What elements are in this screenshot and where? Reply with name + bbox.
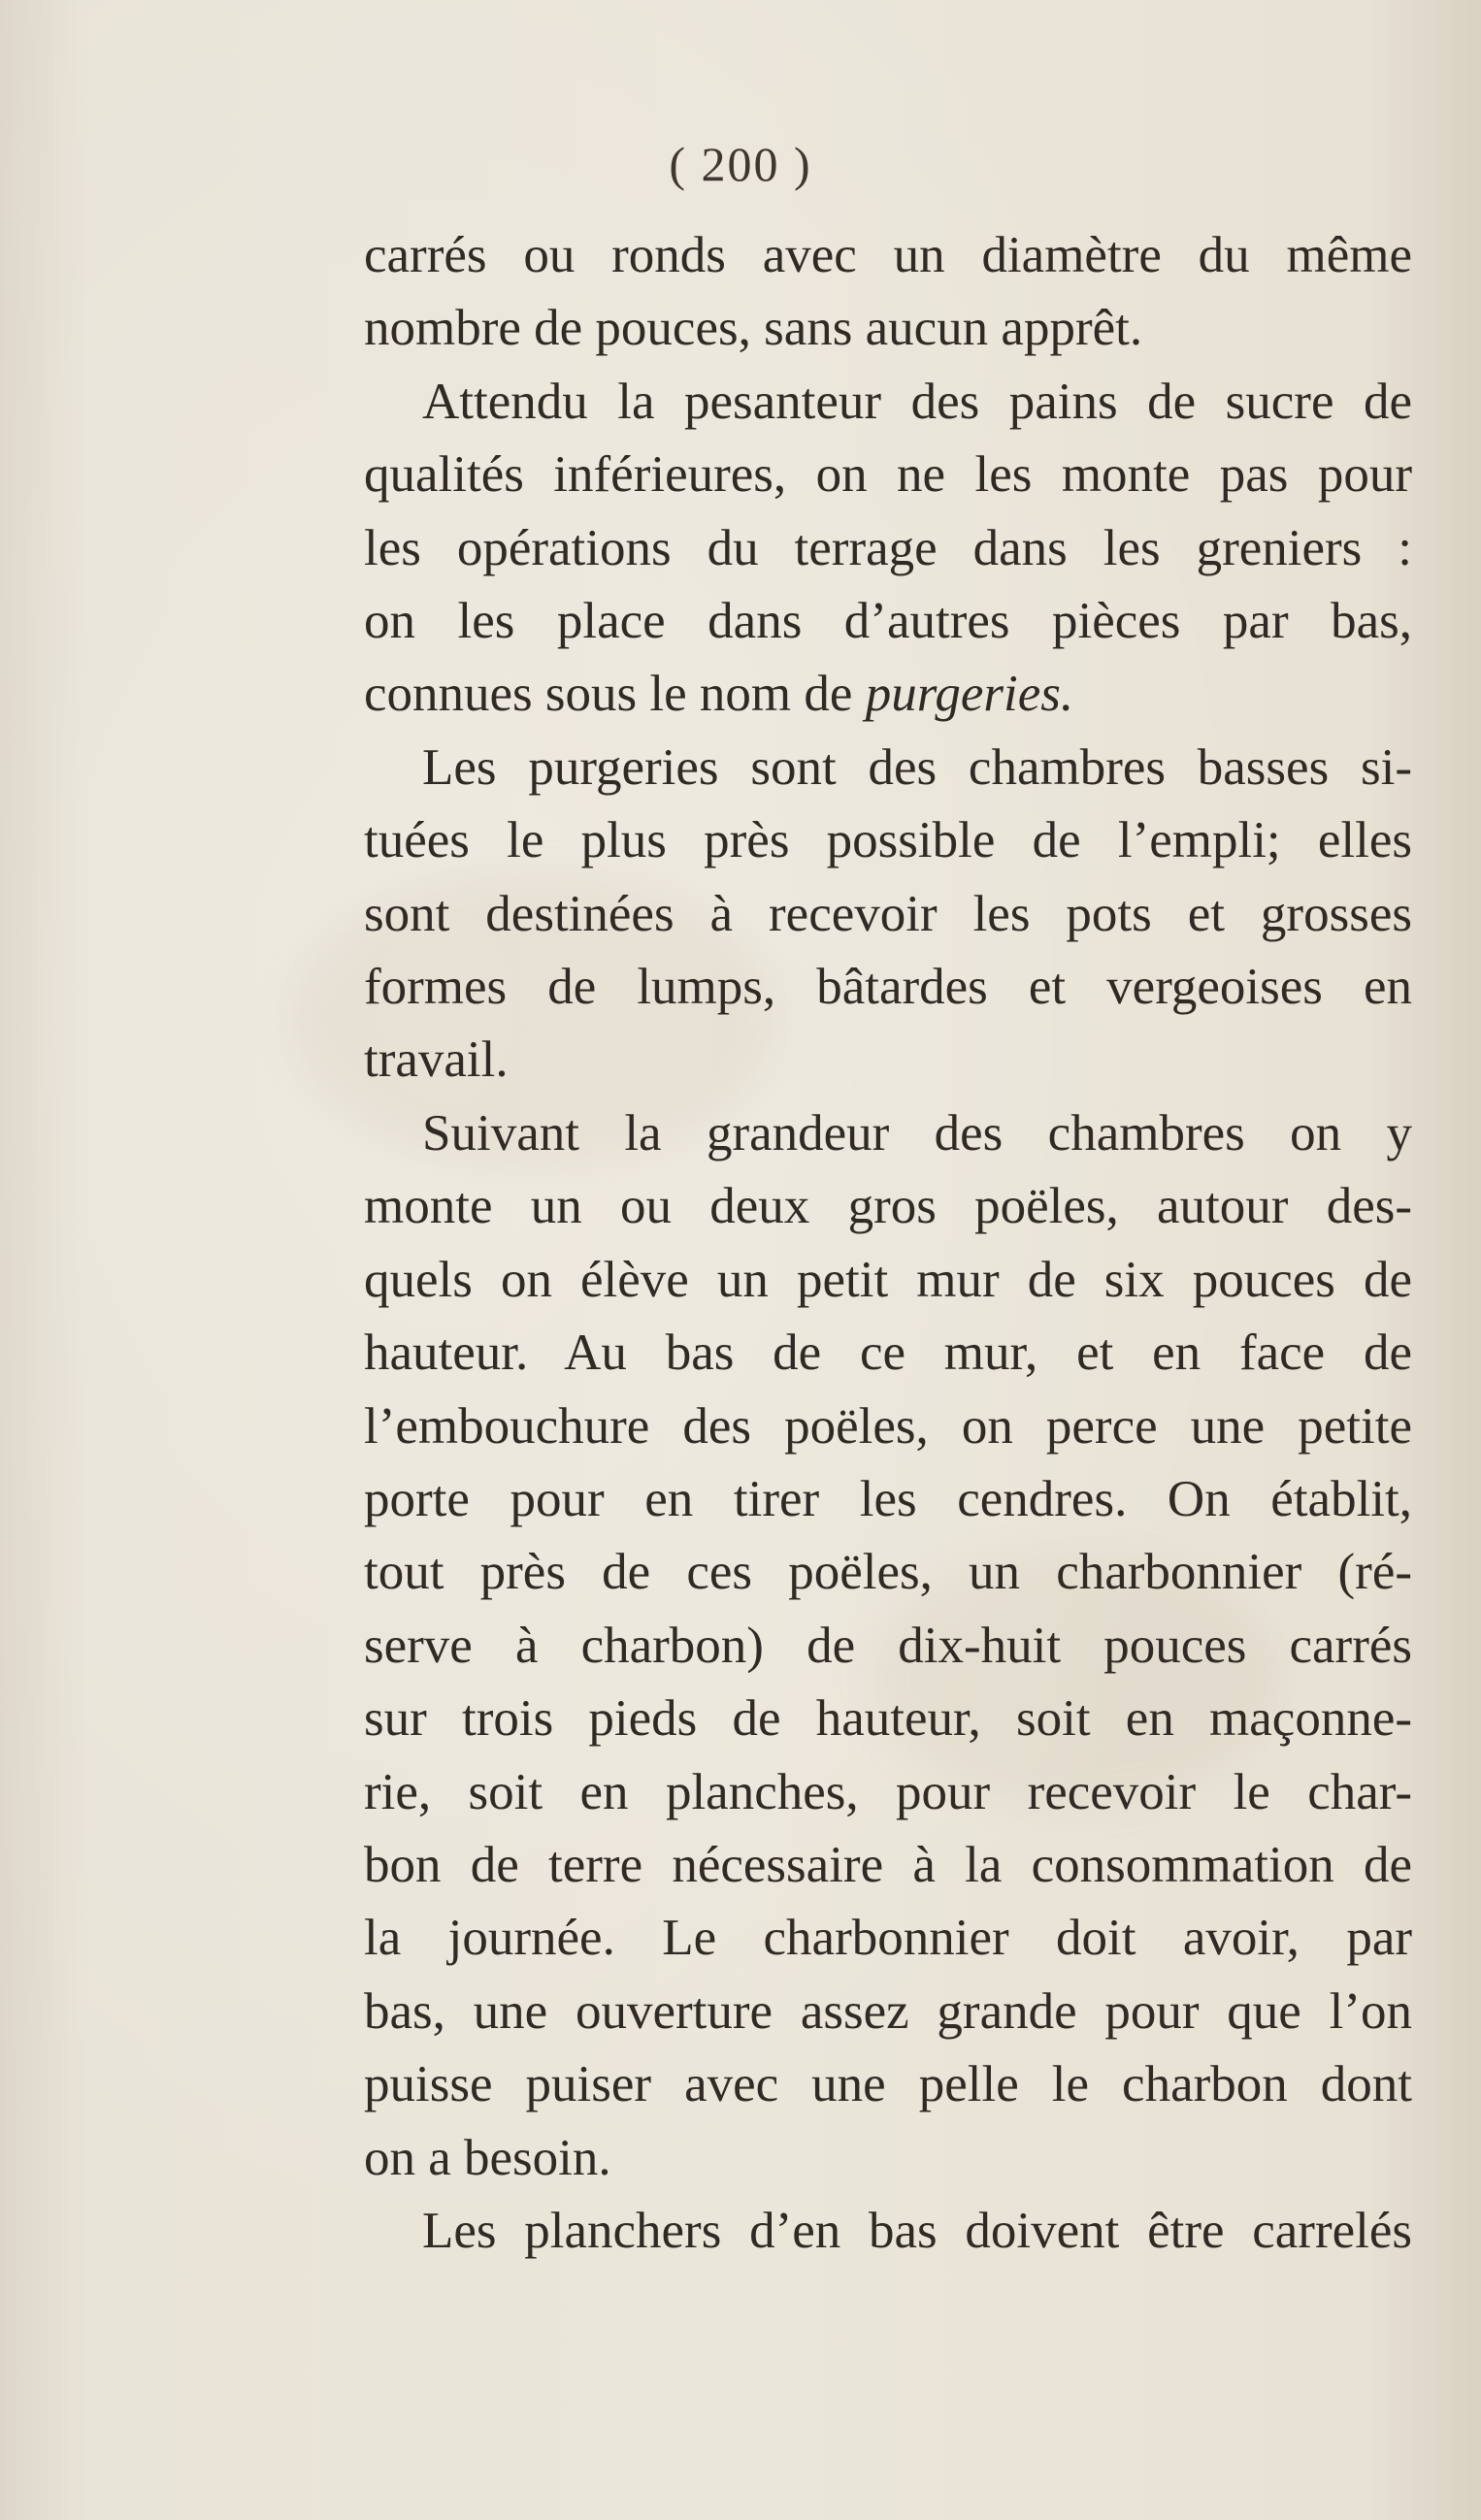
text-line: rie, soit en planches, pour recevoir le char- [364,1763,1412,1820]
text-line: on les place dans d’autres pièces par bas, [364,593,1412,650]
text-line: tuées le plus près possible de l’empli; elles [364,812,1412,869]
page-number-header: ( 200 ) [669,137,812,191]
text-line: carrés ou ronds avec un diamètre du même [364,227,1412,283]
text-line: bon de terre nécessaire à la consommation de [364,1836,1412,1893]
paragraph [364,2195,1412,2268]
text-line: l’embouchure des poëles, on perce une petite [364,1397,1412,1455]
text-line: qualités inférieures, on ne les monte pas pour [364,446,1412,504]
text-line [364,658,1412,731]
text-segment: connues sous le nom de [364,666,866,723]
text-line: serve à charbon) de dix-huit pouces carrés [364,1617,1412,1674]
text-line: porte pour en tirer les cendres. On établit, [364,1470,1412,1527]
text-line: tout près de ces poëles, un charbonnier (ré- [364,1544,1412,1601]
text-line: Attendu la pesanteur des pains de sucre de [422,373,1412,430]
text-line: quels on élève un petit mur de six pouces de [364,1251,1412,1308]
text-line: nombre de pouces, sans aucun apprêt. [364,300,1143,357]
text-line: les opérations du terrage dans les greniers : [364,519,1412,576]
paragraph [364,219,1412,366]
text-line: puisse puiser avec une pelle le charbon dont [364,2056,1412,2113]
paragraph [364,732,1412,1097]
text-line: travail. [364,1031,509,1089]
body-text [364,219,1412,2268]
paragraph [364,1097,1412,2195]
text-line: sont destinées à recevoir les pots et grosses [364,885,1412,942]
text-line: Suivant la grandeur des chambres on y [422,1104,1412,1162]
text-line: la journée. Le charbonnier doit avoir, par [364,1910,1412,1967]
text-line: hauteur. Au bas de ce mur, et en face de [364,1325,1412,1382]
text-line: monte un ou deux gros poëles, autour des- [364,1178,1412,1235]
italic-term: purgeries. [865,666,1074,723]
text-line: bas, une ouverture assez grande pour que l’on [364,1982,1412,2040]
text-line: on a besoin. [364,2129,611,2186]
paragraph [364,366,1412,732]
text-line: formes de lumps, bâtardes et vergeoises en [364,959,1412,1016]
text-line: Les planchers d’en bas doivent être carrelés [422,2202,1412,2259]
text-line: sur trois pieds de hauteur, soit en maçonne- [364,1690,1412,1748]
text-line: Les purgeries sont des chambres basses si- [422,738,1412,796]
